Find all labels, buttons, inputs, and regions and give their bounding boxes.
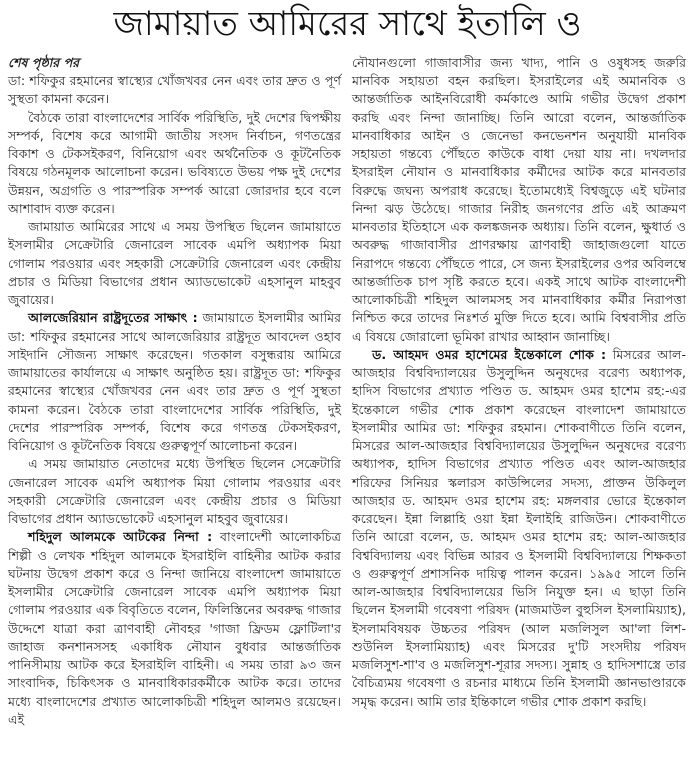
left-column [8, 54, 341, 729]
paragraph-text: বাংলাদেশী আলোকচিত্র শিল্পী ও লেখক শহিদুল আলমকে ইসরাইলি বাহিনীর আটক করার ঘটনায় উদ্বেগ প্রকাশ করে ও নিন্দা জানিয়ে বাংলাদেশ জামায়াতে ইসলামীর সেক্রেটারি জেনারেল সাবেক এমপি অধ্যাপক মিয়া গোলাম পরওয়ার এক বিবৃতিতে বলেন, ফিলিস্তিনের অবরুদ্ধ গাজার উদ্দেশে যাত্রা করা ত্রাণবাহী নৌবহর 'গাজা ফ্রিডম ফ্লোটিলা'র জাহাজ কনশানসসহ একাধিক নৌযান বুধবার আন্তর্জাতিক পানিসীমায় আটক করে ইসরাইলি বাহিনী। এ সময় তারা ৯৩ জন সাংবাদিক, চিকিৎসক ও মানবাধিকারকর্মীকে আটক করে। তাদের মধ্যে বাংলাদেশের প্রখ্যাত আলোকচিত্রী শহিদুল আলমও রয়েছেন। এই [8, 529, 341, 727]
paragraph-text: ডা: শফিকুর রহমানের স্বাস্থ্যের খোঁজখবর নেন এবং তার দ্রুত ও পূর্ণ সুস্থতা কামনা করেন। [8, 73, 341, 107]
article-paragraph [8, 109, 341, 219]
article-paragraph [8, 309, 341, 455]
paragraph-text: জামায়াত আমিরের সাথে এ সময় উপস্থিত ছিলেন জামায়াতে ইসলামীর সেক্রেটারি জেনারেল সাবেক এমপি অধ্যাপক মিয়া গোলাম পরওয়ার এবং সহকারী সেক্রেটারি জেনারেল এবং কেন্দ্রীয় প্রচার ও মিডিয়া বিভাগের প্রধান অ্যাডভোকেট এহসানুল মাহবুব জুবায়ের। [8, 219, 341, 308]
article-paragraph [352, 54, 686, 346]
paragraph-text: নৌযানগুলো গাজাবাসীর জন্য খাদ্য, পানি ও ওষুধসহ জরুরি মানবিক সহায়তা বহন করছিল। ইসরাইলের এই অমানবিক ও আন্তর্জাতিক আইনবিরোধী কর্মকাণ্ডে আমি গভীর উদ্বেগ প্রকাশ করছি এবং নিন্দা জানাচ্ছি। তিনি আরো বলেন, আন্তর্জাতিক মানবাধিকার আইন ও জেনেভা কনভেনশন অনুযায়ী মানবিক সহায়তা গন্তব্যে পৌঁছতে কাউকে বাধা দেয়া যায় না। দখলদার ইসরাইল নৌযান ও মানবাধিকার কর্মীদের আটক করে মানবতার বিরুদ্ধে জঘন্য অপরাধ করেছে। ইতোমধ্যেই বিশ্বজুড়ে এই ঘটনার নিন্দা ঝড় উঠেছে। গাজার নিরীহ জনগণের প্রতি এই আক্রমণ মানবতার ইতিহাসে এক কলঙ্কজনক অধ্যায়। তিনি বলেন, ক্ষুধার্ত ও অবরুদ্ধ গাজাবাসীর প্রাণরক্ষায় ত্রাণবাহী জাহাজগুলো যাতে নিরাপদে গন্তব্যে পৌঁছতে পারে, সে জন্য ইসরাইলের ওপর অবিলম্বে আন্তর্জাতিক চাপ সৃষ্টি করতে হবে। একই সাথে আটক বাংলাদেশী আলোকচিত্রী শহিদুল আলমসহ সব মানবাধিকার কর্মীর নিরাপত্তা নিশ্চিত করে তাদের নিঃশর্ত মুক্তি দিতে হবে। আমি বিশ্ববাসীর প্রতি এ বিষয়ে জোরালো ভূমিকা রাখার আহ্বান জানাচ্ছি। [352, 54, 686, 344]
paragraph-text: বৈঠকে তারা বাংলাদেশের সার্বিক পরিস্থিতি, দুই দেশের দ্বিপক্ষীয় সম্পর্ক, বিশেষ করে আগামী জাতীয় সংসদ নির্বাচন, গণতন্ত্রের বিকাশ ও টেকসইকরণ, বিনিয়োগ এবং অর্থনৈতিক ও কূটনৈতিক বিষয়ে গঠনমূলক আলোচনা করেন। ভবিষ্যতে উভয় পক্ষ দুই দেশের উন্নয়ন, অগ্রগতি ও পারস্পরিক সম্পর্ক আরো জোরদার হবে বলে আশাবাদ ব্যক্ত করেন। [8, 109, 341, 216]
paragraph-text: এ সময় জামায়াত নেতাদের মধ্যে উপস্থিত ছিলেন সেক্রেটারি জেনারেল সাবেক এমপি অধ্যাপক মিয়া গোলাম পরওয়ার এবং সহকারী সেক্রেটারি জেনারেল এবং কেন্দ্রীয় প্রচার ও মিডিয়া বিভাগের প্রধান অ্যাডভোকেট এহসানুল মাহবুব জুবায়ের। [8, 456, 341, 527]
article-paragraph [8, 218, 341, 309]
subheading: ড. আহমদ ওমর হাশেমের ইন্তেকালে শোক : [372, 346, 607, 362]
subheading: আলজেরিয়ান রাষ্ট্রদূতের সাক্ষাৎ : [28, 310, 198, 326]
subheading: শহিদুল আলমকে আটকের নিন্দা : [28, 529, 213, 545]
article-paragraph [8, 528, 341, 729]
article-paragraph [352, 346, 686, 711]
right-column [352, 54, 686, 711]
headline: জামায়াত আমিরের সাথে ইতালি ও [113, 4, 582, 44]
article-paragraph [8, 455, 341, 528]
article-paragraph [8, 72, 341, 109]
continued-from-label: শেষ পৃষ্ঠার পর [8, 54, 80, 70]
paragraph-text: মিসরের আল-আজহার বিশ্ববিদ্যালয়ের উসুলুদ্দিন অনুষদের বরেণ্য অধ্যাপক, হাদিস বিভাগের প্রখ্যাত পণ্ডিত ড. আহমদ ওমর হাশেম রহ:-এর ইন্তেকালে গভীর শোক প্রকাশ করেছেন বাংলাদেশ জামায়াতে ইসলামীর আমির ডা: শফিকুর রহমান। শোকবাণীতে তিনি বলেন, মিসরের আল-আজহার বিশ্ববিদ্যালয়ের উসুলুদ্দিন অনুষদের বরেণ্য অধ্যাপক, হাদিস বিভাগের প্রখ্যাত পণ্ডিত এবং আল-আজহার শরিফের সিনিয়র স্কলারস কাউন্সিলের সদস্য, প্রাক্তন উকিলুল আজহার ড. আহমদ ওমর হাশেম রহ: মঙ্গলবার ভোরে ইন্তেকাল করেছেন। ইন্না লিল্লাহি ওয়া ইন্না ইলাইহি রাজিউন। শোকবাণীতে তিনি আরো বলেন, ড. আহমদ ওমর হাশেম রহ: আল-আজহার বিশ্ববিদ্যালয় এবং বিভিন্ন আরব ও ইসলামী বিশ্ববিদ্যালয়ে শিক্ষকতা ও গুরুত্বপূর্ণ প্রশাসনিক দায়িত্ব পালন করেন। ১৯৯৫ সালে তিনি আল-আজহার বিশ্ববিদ্যালয়ের ভিসি নিযুক্ত হন। এ ছাড়া তিনি ছিলেন ইসলামী গবেষণা পরিষদ (মাজমাউল বুহুসিল ইসলামিয়্যাহ), ইসলামবিষয়ক উচ্চতর পরিষদ (আল মজলিসুল আ'লা লিশ-শুউনিল ইসলামিয়্যাহ) এবং মিসরের দু'টি সংসদীয় পরিষদ মজলিসুশ-শা'ব ও মজলিসুশ-শূরার সদস্য। সুন্নাহ ও হাদিসশাস্ত্রে তার বৈচিত্র্যময় গবেষণা ও রচনার মাধ্যমে তিনি ইসলামী জ্ঞানভাণ্ডারকে সমৃদ্ধ করেন। আমি তার ইন্তিকালে গভীর শোক প্রকাশ করছি। [352, 346, 686, 709]
article-body [0, 54, 695, 729]
paragraph-text: জামায়াতে ইসলামীর আমির ডা: শফিকুর রহমানের সাথে আলজেরিয়ার রাষ্ট্রদূত আবদেল ওহাব সাইদানি সৌজন্য সাক্ষাৎ করেছেন। গতকাল বসুন্ধরায় আমিরে জামায়াতের কার্যালয়ে এ সাক্ষাৎ অনুষ্ঠিত হয়। রাষ্ট্রদূত ডা: শফিকুর রহমানের স্বাস্থ্যের খোঁজখবর নেন এবং তার দ্রুত ও পূর্ণ সুস্থতা কামনা করেন। বৈঠকে তারা বাংলাদেশের সার্বিক পরিস্থিতি, দুই দেশের পারস্পরিক সম্পর্ক, বিশেষ করে গণতন্ত্র টেকসইকরণ, বিনিয়োগ ও কূটনৈতিক বিষয়ে গুরুত্বপূর্ণ আলোচনা করেন। [8, 310, 341, 454]
